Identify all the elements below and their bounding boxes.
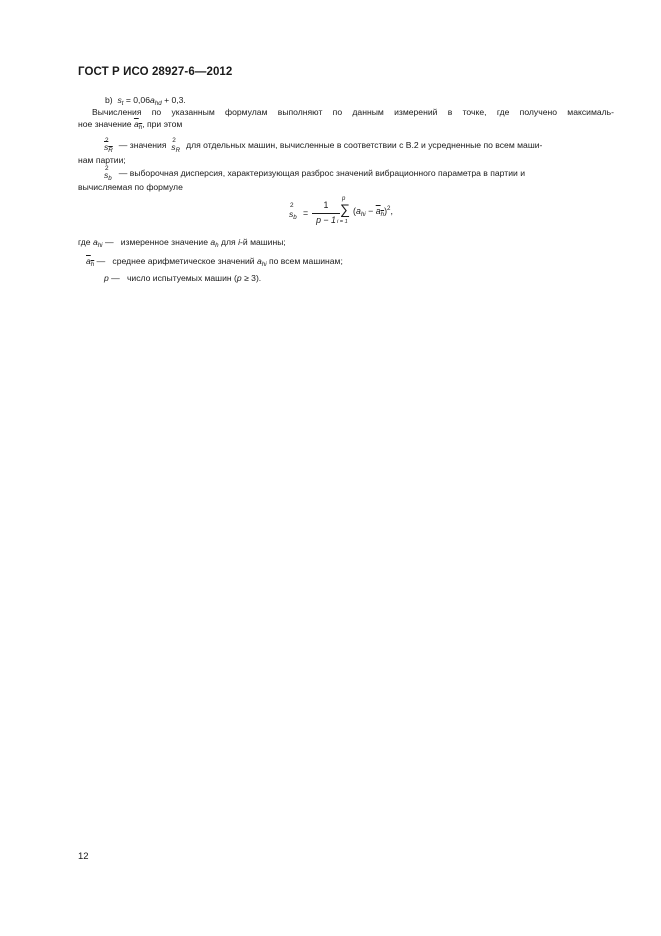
where-item-1-text-pre: измеренное значение xyxy=(120,237,208,247)
item-b xyxy=(105,95,186,106)
para1-ah-sym xyxy=(134,119,142,129)
def-sb-text: — выборочная дисперсия, характеризующая разброс значений вибрационного параметра в партии и xyxy=(118,168,525,178)
item-b-tail: + 0,3. xyxy=(164,95,186,105)
formula-lhs-sub: b xyxy=(293,214,297,221)
formula-sum-top: p xyxy=(342,196,346,202)
where-item-1-tsub: h xyxy=(215,242,219,249)
def-sR-s: s xyxy=(104,142,109,152)
def-sb-s: s xyxy=(104,170,109,180)
where-item-3-dash: — xyxy=(111,273,120,283)
where-item-1-text-mid: для xyxy=(221,237,236,247)
def-sR-inline-sub: R xyxy=(175,147,181,154)
where-item-2-symbol xyxy=(86,256,94,266)
formula-eq: = xyxy=(303,208,309,218)
formula-lhs-sup: 2 xyxy=(290,202,294,209)
item-b-sub2: hd xyxy=(154,100,162,107)
formula-minus: − xyxy=(368,205,374,216)
para1-line1: Вычисления по указанным формулам выполняют по данным измерений в точке, где получено максималь- xyxy=(92,107,614,117)
formula-a1: a xyxy=(355,205,361,216)
formula-paren-open: ( xyxy=(353,205,356,216)
def-sR-text-pre: — значения xyxy=(118,140,167,150)
formula-sum-bottom: i = 1 xyxy=(337,219,348,225)
sigma-icon: ∑ xyxy=(340,201,350,217)
formula-numerator: 1 xyxy=(323,200,329,210)
where-item-2-tsym: a xyxy=(256,256,262,266)
def-sR-inline-symbol xyxy=(171,136,181,154)
para1-line2 xyxy=(78,119,182,130)
where-item-3-sym: p xyxy=(104,273,109,283)
item-b-eq: = 0,06 xyxy=(125,95,150,105)
where-item-2-text-pre: среднее арифметическое значений xyxy=(112,256,255,266)
def-sb-line2: вычисляемая по формуле xyxy=(78,182,183,192)
def-sb-base xyxy=(104,170,112,181)
formula-a2-a: a xyxy=(375,205,381,216)
formula-power: 2 xyxy=(387,205,391,212)
item-b-label: b) xyxy=(105,95,113,105)
formula-fraction-bar xyxy=(312,213,340,214)
where-item-1-sub: hi xyxy=(97,242,103,249)
def-sb-sup: 2 xyxy=(105,165,109,172)
where-intro: где xyxy=(78,237,91,247)
where-item-3 xyxy=(104,273,261,284)
where-item-2 xyxy=(86,256,343,267)
item-b-sub: t xyxy=(121,100,124,107)
document-header: ГОСТ Р ИСО 28927-6—2012 xyxy=(78,66,233,78)
para1-ah-sub: h xyxy=(138,124,143,131)
def-sb-sub: b xyxy=(108,175,112,182)
where-item-1-ti: i xyxy=(238,237,241,247)
formula-lhs xyxy=(289,203,299,221)
where-item-1-tsym: a xyxy=(210,237,216,247)
where-item-2-dash: — xyxy=(96,256,106,266)
def-sR-sub: R xyxy=(108,147,113,154)
item-b-sym2: a xyxy=(150,95,155,105)
formula-end: , xyxy=(390,205,393,216)
def-sR-line1 xyxy=(104,136,614,154)
def-sb-symbol xyxy=(104,164,114,182)
def-sR-sup: 2 xyxy=(105,137,109,144)
formula-denominator: p − 1 xyxy=(316,215,336,225)
where-item-1-sym: a xyxy=(92,237,98,247)
formula-a2-sub: h xyxy=(380,210,385,218)
formula-paren-close: ) xyxy=(384,205,388,216)
def-sR-text-post: для отдельных машин, вычисленные в соответствии с В.2 и усредненные по всем маши- xyxy=(186,140,543,150)
def-sR-line2: нам партии; xyxy=(78,155,126,165)
where-item-1-dash: — xyxy=(104,237,114,247)
where-item-3-text-post: ≥ 3). xyxy=(244,273,262,283)
where-item-1 xyxy=(78,237,286,248)
para1-ah-a: a xyxy=(133,119,139,129)
def-sR-symbol xyxy=(104,136,114,154)
where-item-3-tsym: p xyxy=(236,273,242,283)
para1-line2-pre: ное значение xyxy=(78,119,132,129)
def-sb-line1 xyxy=(104,164,614,182)
where-item-2-sub: h xyxy=(90,261,95,268)
def-sR-base xyxy=(104,142,113,153)
where-item-1-text-post: -й машины; xyxy=(240,237,286,247)
para1-line2-post: , при этом xyxy=(142,119,183,129)
def-sR-inline-sup: 2 xyxy=(172,137,176,144)
formula-a2 xyxy=(376,206,384,216)
where-item-2-sym: a xyxy=(86,256,91,266)
page-number: 12 xyxy=(78,851,89,862)
formula-body xyxy=(353,205,393,216)
formula-lhs-base xyxy=(289,209,297,219)
where-item-2-tsub: hi xyxy=(261,261,267,268)
formula-lhs-s: s xyxy=(289,209,294,219)
formula-a1-sub: hi xyxy=(360,210,366,218)
formula-lhs-symbol xyxy=(289,203,299,221)
where-item-2-text-post: по всем машинам; xyxy=(268,256,343,266)
def-sR-inline-s: s xyxy=(171,142,176,152)
def-sR-inline-base xyxy=(171,142,180,153)
where-item-3-text-pre: число испытуемых машин ( xyxy=(126,273,237,283)
item-b-sym: s xyxy=(117,95,122,105)
